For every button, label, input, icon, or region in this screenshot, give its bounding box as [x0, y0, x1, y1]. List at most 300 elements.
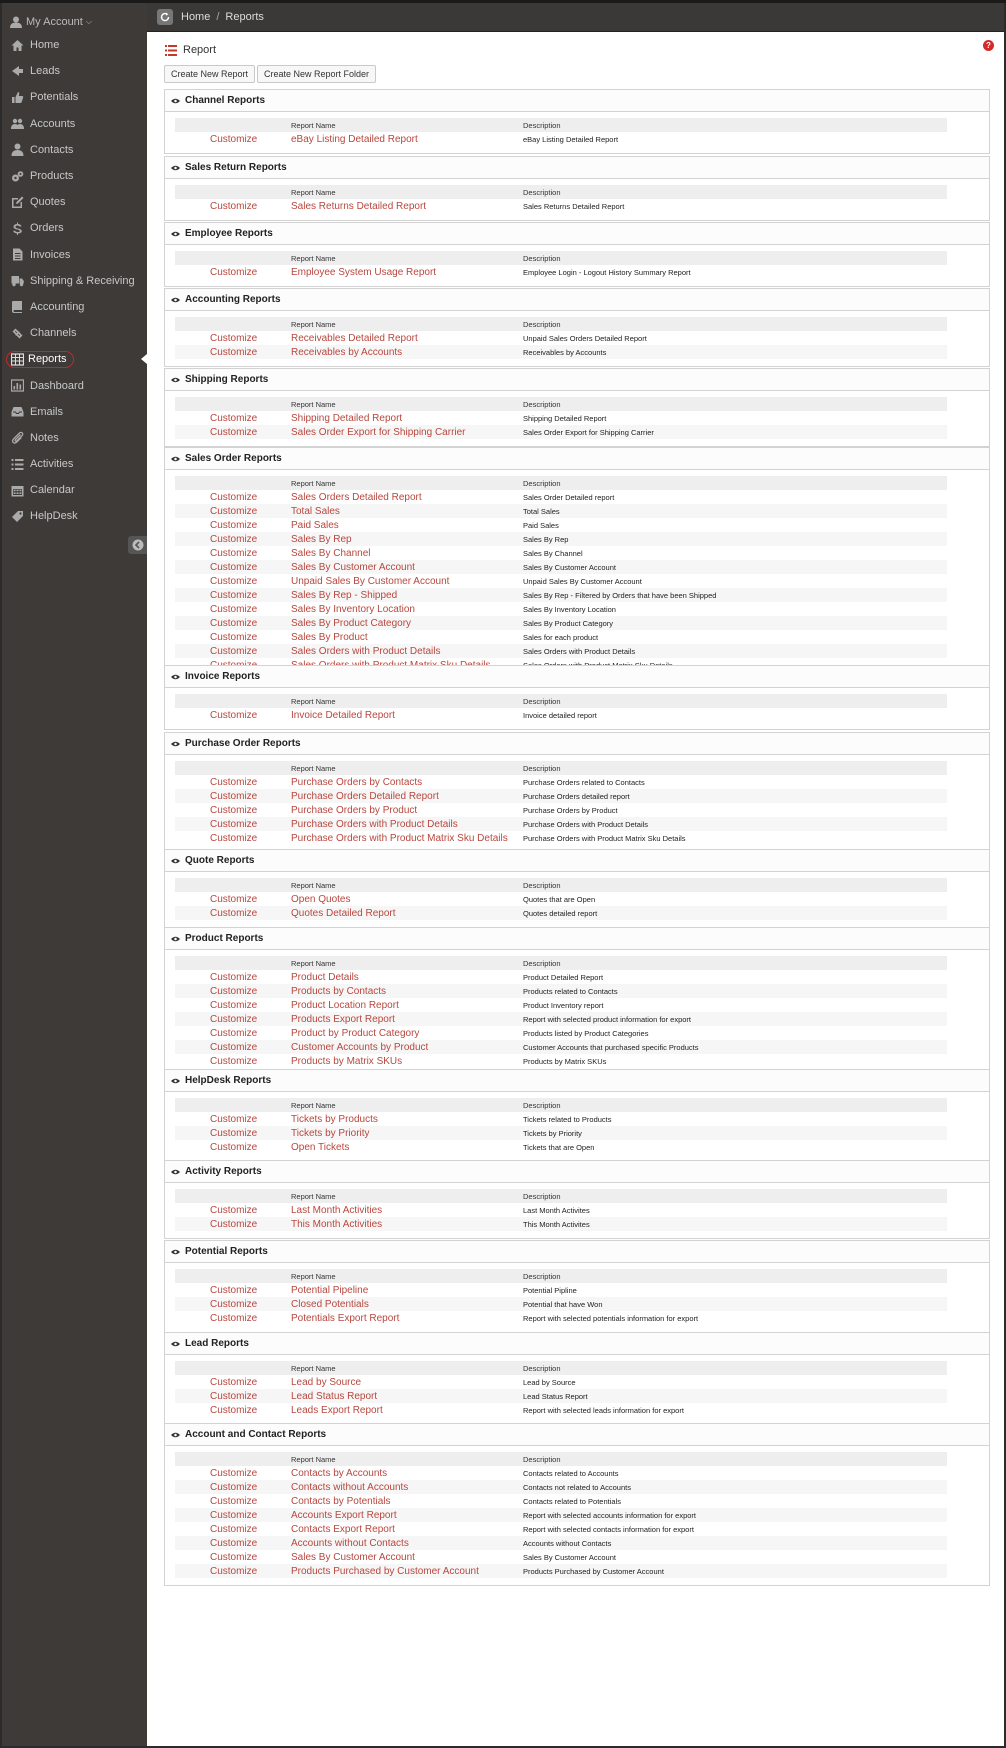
- eye-icon[interactable]: [171, 456, 180, 462]
- report-description: Total Sales: [523, 506, 560, 516]
- report-name-link[interactable]: Contacts by Accounts: [291, 1467, 388, 1479]
- user-icon: [11, 143, 24, 156]
- folder-title: Sales Order Reports: [185, 453, 282, 464]
- report-name-link[interactable]: Leads Export Report: [291, 1404, 383, 1416]
- report-name-link[interactable]: Closed Potentials: [291, 1298, 369, 1310]
- report-name-link[interactable]: Product Location Report: [291, 999, 399, 1011]
- customize-link[interactable]: Customize: [210, 426, 258, 438]
- list-icon: [165, 45, 177, 56]
- description-header: Description: [523, 319, 561, 329]
- eye-icon[interactable]: [171, 674, 180, 680]
- report-description: Customer Accounts that purchased specific Products: [523, 1042, 699, 1052]
- report-description: Sales By Customer Account: [523, 562, 616, 572]
- report-name-link[interactable]: This Month Activities: [291, 1218, 383, 1230]
- collapse-sidebar-button[interactable]: [128, 536, 148, 554]
- customize-link[interactable]: Customize: [210, 1312, 258, 1324]
- report-name-link[interactable]: Open Tickets: [291, 1141, 350, 1153]
- reports-table: [175, 118, 947, 146]
- customize-link[interactable]: Customize: [210, 505, 258, 517]
- report-name-link[interactable]: Tickets by Priority: [291, 1127, 370, 1139]
- table-header: [175, 761, 947, 775]
- description-header: Description: [523, 120, 561, 130]
- sidebar-item-invoices[interactable]: [2, 242, 147, 268]
- description-header: Description: [523, 696, 561, 706]
- sidebar-item-label: Invoices: [30, 248, 71, 261]
- sidebar-item-label: Notes: [30, 431, 59, 444]
- user-icon: [10, 16, 22, 28]
- eye-icon[interactable]: [171, 377, 180, 383]
- folder-header[interactable]: [165, 223, 989, 245]
- eye-icon[interactable]: [171, 297, 180, 303]
- table-row: [175, 1389, 947, 1403]
- report-folder-sales-order-reports: [164, 447, 990, 680]
- description-header: Description: [523, 1100, 561, 1110]
- report-description: This Month Activites: [523, 1219, 590, 1229]
- report-description: Report with selected leads information for export: [523, 1405, 684, 1415]
- report-name-link[interactable]: Potential Pipeline: [291, 1284, 369, 1296]
- customize-link[interactable]: Customize: [210, 818, 258, 830]
- customize-link[interactable]: Customize: [210, 1141, 258, 1153]
- paperclip-icon: [11, 431, 24, 444]
- customize-link[interactable]: Customize: [210, 1467, 258, 1479]
- report-name-link[interactable]: Last Month Activities: [291, 1204, 383, 1216]
- table-row: [175, 1297, 947, 1311]
- customize-link[interactable]: Customize: [210, 346, 258, 358]
- folder-title: Potential Reports: [185, 1246, 268, 1257]
- table-header: [175, 1361, 947, 1375]
- customize-link[interactable]: Customize: [210, 1204, 258, 1216]
- report-name-link[interactable]: Sales By Customer Account: [291, 561, 415, 573]
- report-description: Tickets that are Open: [523, 1142, 595, 1152]
- folder-header[interactable]: [165, 289, 989, 311]
- report-name-header: Report Name: [291, 319, 336, 329]
- table-row: [175, 831, 947, 845]
- customize-link[interactable]: Customize: [210, 519, 258, 531]
- sidebar-item-products[interactable]: [2, 163, 147, 189]
- dollar-icon: [11, 222, 24, 235]
- sidebar-item-home[interactable]: [2, 32, 147, 58]
- folder-header[interactable]: [165, 1424, 989, 1446]
- table-row: [175, 1054, 947, 1068]
- main-content: [147, 32, 1004, 1746]
- report-folder-helpdesk-reports: [164, 1069, 990, 1162]
- report-description: Potential Pipline: [523, 1285, 577, 1295]
- table-row: [175, 1403, 947, 1417]
- report-name-link[interactable]: Purchase Orders by Product: [291, 804, 418, 816]
- table-row: [175, 1550, 947, 1564]
- description-header: Description: [523, 958, 561, 968]
- customize-link[interactable]: Customize: [210, 971, 258, 983]
- customize-link[interactable]: Customize: [210, 790, 258, 802]
- sidebar-item-label: Activities: [30, 458, 74, 471]
- reports-table: [175, 878, 947, 920]
- breadcrumb-bar: [147, 3, 1004, 32]
- report-name-link[interactable]: Tickets by Products: [291, 1113, 378, 1125]
- customize-link[interactable]: Customize: [210, 603, 258, 615]
- report-name-link[interactable]: Contacts without Accounts: [291, 1481, 409, 1493]
- report-name-link[interactable]: Product by Product Category: [291, 1027, 420, 1039]
- sidebar-item-activities[interactable]: [2, 451, 147, 477]
- table-row: [175, 803, 947, 817]
- table-row: [175, 1112, 947, 1126]
- report-description: Tickets related to Products: [523, 1114, 612, 1124]
- customize-link[interactable]: Customize: [210, 1041, 258, 1053]
- customize-link[interactable]: Customize: [210, 1523, 258, 1535]
- report-description: Sales By Product Category: [523, 618, 614, 628]
- folder-title: Invoice Reports: [185, 671, 261, 682]
- report-name-link[interactable]: Shipping Detailed Report: [291, 412, 403, 424]
- folder-title: Sales Return Reports: [185, 162, 287, 173]
- gears-icon: [11, 170, 24, 183]
- report-name-link[interactable]: Sales Returns Detailed Report: [291, 200, 427, 212]
- customize-link[interactable]: Customize: [210, 1537, 258, 1549]
- report-name-link[interactable]: Sales By Rep: [291, 533, 352, 545]
- report-description: Products related to Contacts: [523, 986, 618, 996]
- report-description: Sales Orders with Product Details: [523, 646, 636, 656]
- description-header: Description: [523, 253, 561, 263]
- report-name-link[interactable]: Sales By Channel: [291, 547, 371, 559]
- table-row: [175, 1203, 947, 1217]
- invoice-icon: [11, 248, 24, 261]
- report-name-link[interactable]: Products Purchased by Customer Account: [291, 1565, 479, 1577]
- page-title-text: Report: [183, 44, 217, 56]
- eye-icon[interactable]: [171, 165, 180, 171]
- customize-link[interactable]: Customize: [210, 1404, 258, 1416]
- eye-icon[interactable]: [171, 1249, 180, 1255]
- report-folder-sales-return-reports: [164, 156, 990, 221]
- reports-table: [175, 317, 947, 359]
- folder-title: Lead Reports: [185, 1338, 249, 1349]
- accounts-icon: [11, 117, 24, 130]
- folder-header[interactable]: [165, 1161, 989, 1183]
- eye-icon[interactable]: [171, 936, 180, 942]
- report-name-link[interactable]: Sales By Customer Account: [291, 1551, 415, 1563]
- customize-link[interactable]: Customize: [210, 1509, 258, 1521]
- sidebar-item-channels[interactable]: [2, 320, 147, 346]
- report-description: Sales Returns Detailed Report: [523, 201, 625, 211]
- table-row: [175, 588, 947, 602]
- breadcrumb-separator: /: [216, 11, 220, 23]
- eye-icon[interactable]: [171, 231, 180, 237]
- report-name-link[interactable]: Quotes Detailed Report: [291, 907, 396, 919]
- report-name-link[interactable]: Sales Orders Detailed Report: [291, 491, 422, 503]
- customize-link[interactable]: Customize: [210, 1055, 258, 1067]
- sidebar-item-quotes[interactable]: [2, 189, 147, 215]
- report-description: Report with selected contacts information for export: [523, 1524, 694, 1534]
- my-account-label: My Account: [26, 16, 83, 28]
- report-name-link[interactable]: Accounts Export Report: [291, 1509, 397, 1521]
- table-row: [175, 789, 947, 803]
- table-row: [175, 616, 947, 630]
- report-description: Purchase Orders with Product Details: [523, 819, 649, 829]
- customize-link[interactable]: Customize: [210, 589, 258, 601]
- sidebar-item-label: Dashboard: [30, 379, 84, 392]
- eye-icon[interactable]: [171, 858, 180, 864]
- report-description: Sales for each product: [523, 632, 599, 642]
- table-row: [175, 1508, 947, 1522]
- report-name-link[interactable]: Contacts Export Report: [291, 1523, 395, 1535]
- report-description: Product Detailed Report: [523, 972, 604, 982]
- customize-link[interactable]: Customize: [210, 776, 258, 788]
- breadcrumb-current: Reports: [225, 11, 264, 23]
- sidebar-item-reports[interactable]: [2, 346, 147, 372]
- folder-title: Accounting Reports: [185, 294, 281, 305]
- customize-link[interactable]: Customize: [210, 1565, 258, 1577]
- report-name-link[interactable]: Products by Contacts: [291, 985, 387, 997]
- table-header: [175, 397, 947, 411]
- sidebar-item-potentials[interactable]: [2, 84, 147, 110]
- folder-header[interactable]: [165, 369, 989, 391]
- description-header: Description: [523, 478, 561, 488]
- create-new-report-button[interactable]: Create New Report: [164, 65, 255, 83]
- report-description: Invoice detailed report: [523, 710, 597, 720]
- customize-link[interactable]: Customize: [210, 1127, 258, 1139]
- dashboard-icon: [11, 379, 24, 392]
- sidebar-item-accounting[interactable]: [2, 294, 147, 320]
- report-description: Contacts not related to Accounts: [523, 1482, 631, 1492]
- table-row: [175, 1564, 947, 1578]
- report-name-link[interactable]: Receivables Detailed Report: [291, 332, 418, 344]
- report-name-link[interactable]: Purchase Orders with Product Matrix Sku Details: [291, 832, 508, 844]
- table-row: [175, 1375, 947, 1389]
- eye-icon[interactable]: [171, 1078, 180, 1084]
- folder-header[interactable]: [165, 850, 989, 872]
- sidebar-item-contacts[interactable]: [2, 137, 147, 163]
- folder-header[interactable]: [165, 1241, 989, 1263]
- customize-link[interactable]: Customize: [210, 561, 258, 573]
- report-name-header: Report Name: [291, 478, 336, 488]
- report-description: Contacts related to Potentials: [523, 1496, 621, 1506]
- report-name-link[interactable]: Open Quotes: [291, 893, 351, 905]
- table-row: [175, 132, 947, 146]
- report-description: Purchase Orders detailed report: [523, 791, 630, 801]
- customize-link[interactable]: Customize: [210, 133, 258, 145]
- sidebar-item-calendar[interactable]: [2, 477, 147, 503]
- report-name-link[interactable]: Employee System Usage Report: [291, 266, 437, 278]
- table-header: [175, 476, 947, 490]
- report-name-link[interactable]: Potentials Export Report: [291, 1312, 400, 1324]
- customize-link[interactable]: Customize: [210, 804, 258, 816]
- sidebar-item-leads[interactable]: [2, 58, 147, 84]
- customize-link[interactable]: Customize: [210, 547, 258, 559]
- report-description: Sales By Inventory Location: [523, 604, 616, 614]
- sidebar-item-emails[interactable]: [2, 399, 147, 425]
- customize-link[interactable]: Customize: [210, 999, 258, 1011]
- report-name-link[interactable]: Sales By Rep - Shipped: [291, 589, 398, 601]
- collapse-arrow-icon: [132, 539, 144, 551]
- report-folder-channel-reports: [164, 89, 990, 154]
- table-row: [175, 518, 947, 532]
- page-title: [165, 42, 216, 58]
- report-name-header: Report Name: [291, 958, 336, 968]
- report-name-link[interactable]: Sales By Product Category: [291, 617, 412, 629]
- create-new-report-folder-button[interactable]: Create New Report Folder: [257, 65, 376, 83]
- reports-table: [175, 251, 947, 279]
- reports-table: [175, 185, 947, 213]
- customize-link[interactable]: Customize: [210, 1218, 258, 1230]
- report-name-link[interactable]: Contacts by Potentials: [291, 1495, 391, 1507]
- eye-icon[interactable]: [171, 1432, 180, 1438]
- sidebar-item-label: Reports: [28, 353, 67, 366]
- report-description: Sales By Customer Account: [523, 1552, 616, 1562]
- report-description: Potential that have Won: [523, 1299, 603, 1309]
- report-folder-quote-reports: [164, 849, 990, 928]
- table-row: [175, 199, 947, 213]
- report-name-link[interactable]: Purchase Orders with Product Details: [291, 818, 458, 830]
- report-name-link[interactable]: Sales By Inventory Location: [291, 603, 415, 615]
- customize-link[interactable]: Customize: [210, 266, 258, 278]
- report-name-link[interactable]: Sales Orders with Product Details: [291, 645, 441, 657]
- customize-link[interactable]: Customize: [210, 985, 258, 997]
- folder-header[interactable]: [165, 666, 989, 688]
- customize-link[interactable]: Customize: [210, 1113, 258, 1125]
- report-name-link[interactable]: Purchase Orders Detailed Report: [291, 790, 439, 802]
- table-row: [175, 1012, 947, 1026]
- report-name-link[interactable]: Sales By Product: [291, 631, 368, 643]
- folder-header[interactable]: [165, 1070, 989, 1092]
- customize-link[interactable]: Customize: [210, 1284, 258, 1296]
- report-description: Unpaid Sales By Customer Account: [523, 576, 642, 586]
- customize-link[interactable]: Customize: [210, 1013, 258, 1025]
- table-row: [175, 1494, 947, 1508]
- eye-icon[interactable]: [171, 98, 180, 104]
- description-header: Description: [523, 1363, 561, 1373]
- table-row: [175, 1026, 947, 1040]
- book-icon: [11, 300, 24, 313]
- report-name-link[interactable]: Unpaid Sales By Customer Account: [291, 575, 450, 587]
- reports-table: [175, 1189, 947, 1231]
- help-icon[interactable]: ?: [983, 40, 994, 51]
- report-description: Contacts related to Accounts: [523, 1468, 619, 1478]
- customize-link[interactable]: Customize: [210, 709, 258, 721]
- sidebar-item-dashboard[interactable]: [2, 372, 147, 398]
- report-description: Tickets by Priority: [523, 1128, 582, 1138]
- customize-link[interactable]: Customize: [210, 200, 258, 212]
- table-row: [175, 1283, 947, 1297]
- customize-link[interactable]: Customize: [210, 907, 258, 919]
- folder-header[interactable]: [165, 448, 989, 470]
- tag-icon: [11, 510, 24, 523]
- report-name-link[interactable]: Purchase Orders by Contacts: [291, 776, 423, 788]
- table-row: [175, 1217, 947, 1231]
- customize-link[interactable]: Customize: [210, 645, 258, 657]
- customize-link[interactable]: Customize: [210, 1495, 258, 1507]
- report-name-link[interactable]: Products Export Report: [291, 1013, 395, 1025]
- eye-icon[interactable]: [171, 741, 180, 747]
- report-name-link[interactable]: Paid Sales: [291, 519, 339, 531]
- customize-link[interactable]: Customize: [210, 631, 258, 643]
- sidebar-item-label: Potentials: [30, 91, 79, 104]
- customize-link[interactable]: Customize: [210, 332, 258, 344]
- sidebar-item-label: Contacts: [30, 143, 74, 156]
- report-name-link[interactable]: Invoice Detailed Report: [291, 709, 395, 721]
- customize-link[interactable]: Customize: [210, 1298, 258, 1310]
- report-description: Unpaid Sales Orders Detailed Report: [523, 333, 647, 343]
- customize-link[interactable]: Customize: [210, 412, 258, 424]
- refresh-button[interactable]: [157, 9, 173, 25]
- folder-title: Product Reports: [185, 933, 264, 944]
- report-folder-lead-reports: [164, 1332, 990, 1425]
- sidebar-item-label: Orders: [30, 222, 64, 235]
- report-name-link[interactable]: Total Sales: [291, 505, 340, 517]
- folder-header[interactable]: [165, 733, 989, 755]
- sidebar-item-label: Emails: [30, 405, 64, 418]
- report-name-link[interactable]: Products by Matrix SKUs: [291, 1055, 403, 1067]
- reports-table: [175, 694, 947, 722]
- table-icon: [11, 353, 24, 366]
- eye-icon[interactable]: [171, 1169, 180, 1175]
- report-name-header: Report Name: [291, 120, 336, 130]
- report-folder-potential-reports: [164, 1240, 990, 1333]
- report-name-link[interactable]: Customer Accounts by Product: [291, 1041, 429, 1053]
- report-name-link[interactable]: Sales Order Export for Shipping Carrier: [291, 426, 466, 438]
- reports-table: [175, 1269, 947, 1325]
- sidebar-item-label: Leads: [30, 65, 60, 78]
- folder-header[interactable]: [165, 928, 989, 950]
- sidebar-item-label: HelpDesk: [30, 510, 78, 523]
- table-row: [175, 1311, 947, 1325]
- customize-link[interactable]: Customize: [210, 1481, 258, 1493]
- customize-link[interactable]: Customize: [210, 575, 258, 587]
- report-name-link[interactable]: Lead by Source: [291, 1376, 362, 1388]
- sidebar-item-notes[interactable]: [2, 425, 147, 451]
- report-name-header: Report Name: [291, 1191, 336, 1201]
- sidebar-item-label: Channels: [30, 327, 77, 340]
- report-description: Sales By Rep - Filtered by Orders that have been Shipped: [523, 590, 717, 600]
- leads-icon: [11, 65, 24, 78]
- table-row: [175, 574, 947, 588]
- customize-link[interactable]: Customize: [210, 1390, 258, 1402]
- breadcrumb-home[interactable]: Home: [181, 11, 211, 23]
- folder-header[interactable]: [165, 1333, 989, 1355]
- eye-icon[interactable]: [171, 1341, 180, 1347]
- folder-header[interactable]: [165, 157, 989, 179]
- sidebar-item-shipping-and-receiving[interactable]: [2, 268, 147, 294]
- customize-link[interactable]: Customize: [210, 1376, 258, 1388]
- report-description: Quotes that are Open: [523, 894, 596, 904]
- sidebar-item-orders[interactable]: [2, 215, 147, 241]
- customize-link[interactable]: Customize: [210, 893, 258, 905]
- sidebar-item-accounts[interactable]: [2, 111, 147, 137]
- customize-link[interactable]: Customize: [210, 832, 258, 844]
- my-account-menu[interactable]: [10, 11, 92, 33]
- folder-title: Purchase Order Reports: [185, 738, 301, 749]
- report-description: Sales Order Export for Shipping Carrier: [523, 427, 654, 437]
- inbox-icon: [11, 405, 24, 418]
- customize-link[interactable]: Customize: [210, 617, 258, 629]
- table-row: [175, 1522, 947, 1536]
- report-name-link[interactable]: Product Details: [291, 971, 359, 983]
- folder-header[interactable]: [165, 90, 989, 112]
- customize-link[interactable]: Customize: [210, 533, 258, 545]
- sidebar-item-helpdesk[interactable]: [2, 503, 147, 529]
- table-row: [175, 504, 947, 518]
- home-icon: [11, 39, 24, 52]
- table-row: [175, 984, 947, 998]
- report-name-link[interactable]: Lead Status Report: [291, 1390, 378, 1402]
- table-row: [175, 265, 947, 279]
- report-name-link[interactable]: eBay Listing Detailed Report: [291, 133, 418, 145]
- customize-link[interactable]: Customize: [210, 491, 258, 503]
- customize-link[interactable]: Customize: [210, 1027, 258, 1039]
- report-name-link[interactable]: Accounts without Contacts: [291, 1537, 409, 1549]
- report-name-link[interactable]: Receivables by Accounts: [291, 346, 403, 358]
- customize-link[interactable]: Customize: [210, 1551, 258, 1563]
- description-header: Description: [523, 763, 561, 773]
- report-description: Sales By Rep: [523, 534, 569, 544]
- report-description: Sales By Channel: [523, 548, 583, 558]
- list-icon: [11, 458, 24, 471]
